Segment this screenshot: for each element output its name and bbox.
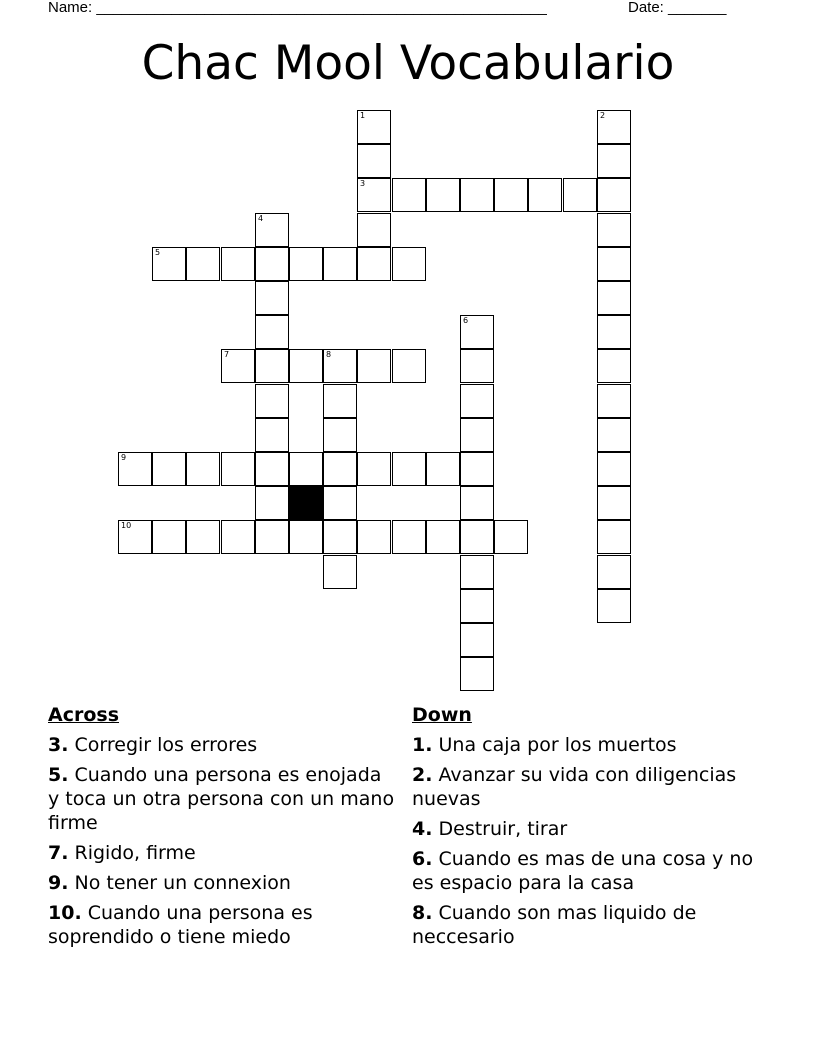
grid-cell[interactable]: [392, 452, 426, 486]
grid-cell[interactable]: [392, 178, 426, 212]
grid-cell[interactable]: [323, 520, 357, 554]
grid-cell[interactable]: [460, 349, 494, 383]
clue-across-10: [48, 901, 398, 949]
grid-cell[interactable]: [255, 247, 289, 281]
grid-cell[interactable]: [460, 315, 494, 349]
clue-number-label: 2: [600, 111, 606, 120]
grid-cell[interactable]: [118, 452, 152, 486]
grid-cell[interactable]: [255, 418, 289, 452]
clue-across-5: [48, 763, 398, 835]
grid-cell[interactable]: [289, 520, 323, 554]
grid-cell[interactable]: [563, 178, 597, 212]
grid-cell[interactable]: [221, 452, 255, 486]
across-clues: [48, 703, 398, 955]
clue-text: No tener un connexion: [74, 872, 291, 894]
grid-cell[interactable]: [460, 657, 494, 691]
grid-cell[interactable]: [597, 315, 631, 349]
blocked-cell: [289, 486, 323, 520]
clue-down-4: [412, 817, 762, 841]
clue-number-label: 7: [224, 350, 230, 359]
clue-text: Cuando una persona es soprendido o tiene miedo: [48, 902, 313, 948]
page-title: Chac Mool Vocabulario: [141, 36, 675, 91]
grid-cell[interactable]: [597, 418, 631, 452]
clue-number-label: 3: [360, 179, 366, 188]
grid-cell[interactable]: [392, 520, 426, 554]
grid-cell[interactable]: [357, 178, 391, 212]
grid-cell[interactable]: [392, 349, 426, 383]
grid-cell[interactable]: [357, 452, 391, 486]
grid-cell[interactable]: [118, 520, 152, 554]
clue-number: 7.: [48, 842, 69, 864]
grid-cell[interactable]: [528, 178, 562, 212]
grid-cell[interactable]: [426, 452, 460, 486]
grid-cell[interactable]: [460, 486, 494, 520]
grid-cell[interactable]: [255, 486, 289, 520]
grid-cell[interactable]: [152, 247, 186, 281]
grid-cell[interactable]: [426, 178, 460, 212]
clue-number: 3.: [48, 734, 69, 756]
grid-cell[interactable]: [186, 520, 220, 554]
grid-cell[interactable]: [357, 349, 391, 383]
clue-number: 6.: [412, 848, 433, 870]
grid-cell[interactable]: [323, 555, 357, 589]
grid-cell[interactable]: [597, 247, 631, 281]
grid-cell[interactable]: [460, 178, 494, 212]
grid-cell[interactable]: [357, 110, 391, 144]
grid-cell[interactable]: [392, 247, 426, 281]
grid-cell[interactable]: [221, 520, 255, 554]
down-clues: [412, 703, 762, 955]
grid-cell[interactable]: [186, 452, 220, 486]
date-field-label: Date: _______: [628, 0, 727, 16]
clue-number: 10.: [48, 902, 82, 924]
clue-number-label: 6: [463, 316, 469, 325]
grid-cell[interactable]: [494, 178, 528, 212]
grid-cell[interactable]: [460, 418, 494, 452]
grid-cell[interactable]: [597, 589, 631, 623]
grid-cell[interactable]: [323, 452, 357, 486]
grid-cell[interactable]: [289, 452, 323, 486]
grid-cell[interactable]: [221, 349, 255, 383]
clue-number: 9.: [48, 872, 69, 894]
grid-cell[interactable]: [186, 247, 220, 281]
grid-cell[interactable]: [255, 384, 289, 418]
grid-cell[interactable]: [289, 247, 323, 281]
clue-across-7: [48, 841, 398, 865]
clue-down-8: [412, 901, 762, 949]
clue-number-label: 4: [258, 214, 264, 223]
grid-cell[interactable]: [152, 520, 186, 554]
grid-cell[interactable]: [460, 555, 494, 589]
grid-cell[interactable]: [597, 520, 631, 554]
down-heading: Down: [412, 704, 472, 726]
grid-cell[interactable]: [597, 281, 631, 315]
grid-cell[interactable]: [460, 589, 494, 623]
grid-cell[interactable]: [255, 520, 289, 554]
grid-cell[interactable]: [460, 520, 494, 554]
clue-text: Destruir, tirar: [438, 818, 568, 840]
clue-number-label: 1: [360, 111, 366, 120]
grid-cell[interactable]: [255, 281, 289, 315]
clue-text: Cuando una persona es enojada y toca un otra persona con un mano firme: [48, 764, 395, 834]
grid-cell[interactable]: [357, 520, 391, 554]
grid-cell[interactable]: [460, 452, 494, 486]
grid-cell[interactable]: [152, 452, 186, 486]
grid-cell[interactable]: [357, 144, 391, 178]
clue-number: 5.: [48, 764, 69, 786]
clue-number-label: 10: [121, 521, 132, 530]
grid-cell[interactable]: [597, 213, 631, 247]
grid-cell[interactable]: [597, 486, 631, 520]
grid-cell[interactable]: [597, 384, 631, 418]
grid-cell[interactable]: [289, 349, 323, 383]
grid-cell[interactable]: [255, 452, 289, 486]
grid-cell[interactable]: [357, 213, 391, 247]
grid-cell[interactable]: [255, 315, 289, 349]
clue-text: Cuando son mas liquido de neccesario: [412, 902, 697, 948]
clue-down-1: [412, 733, 762, 757]
clue-number: 1.: [412, 734, 433, 756]
clue-number-label: 5: [155, 248, 161, 257]
clue-text: Una caja por los muertos: [438, 734, 677, 756]
grid-cell[interactable]: [597, 349, 631, 383]
grid-cell[interactable]: [255, 213, 289, 247]
clue-number-label: 8: [326, 350, 332, 359]
grid-cell[interactable]: [597, 555, 631, 589]
grid-cell[interactable]: [597, 452, 631, 486]
grid-cell[interactable]: [460, 384, 494, 418]
grid-cell[interactable]: [460, 623, 494, 657]
grid-cell[interactable]: [323, 486, 357, 520]
clue-text: Corregir los errores: [74, 734, 258, 756]
across-heading: Across: [48, 704, 120, 726]
clue-number: 4.: [412, 818, 433, 840]
clue-down-2: [412, 763, 762, 811]
grid-cell[interactable]: [426, 520, 460, 554]
clue-across-3: [48, 733, 398, 757]
grid-cell[interactable]: [597, 178, 631, 212]
grid-cell[interactable]: [323, 349, 357, 383]
grid-cell[interactable]: [597, 110, 631, 144]
grid-cell[interactable]: [494, 520, 528, 554]
grid-cell[interactable]: [255, 349, 289, 383]
grid-cell[interactable]: [323, 418, 357, 452]
clue-number: 8.: [412, 902, 433, 924]
grid-cell[interactable]: [221, 247, 255, 281]
clue-number: 2.: [412, 764, 433, 786]
clue-text: Avanzar su vida con diligencias nuevas: [412, 764, 737, 810]
clue-number-label: 9: [121, 453, 127, 462]
grid-cell[interactable]: [597, 144, 631, 178]
clue-down-6: [412, 847, 762, 895]
clue-across-9: [48, 871, 398, 895]
grid-cell[interactable]: [323, 384, 357, 418]
clue-text: Rigido, firme: [74, 842, 196, 864]
grid-cell[interactable]: [323, 247, 357, 281]
clue-text: Cuando es mas de una cosa y no es espacio para la casa: [412, 848, 754, 894]
name-field-label: Name: ______________________________________________________: [48, 0, 547, 16]
grid-cell[interactable]: [357, 247, 391, 281]
